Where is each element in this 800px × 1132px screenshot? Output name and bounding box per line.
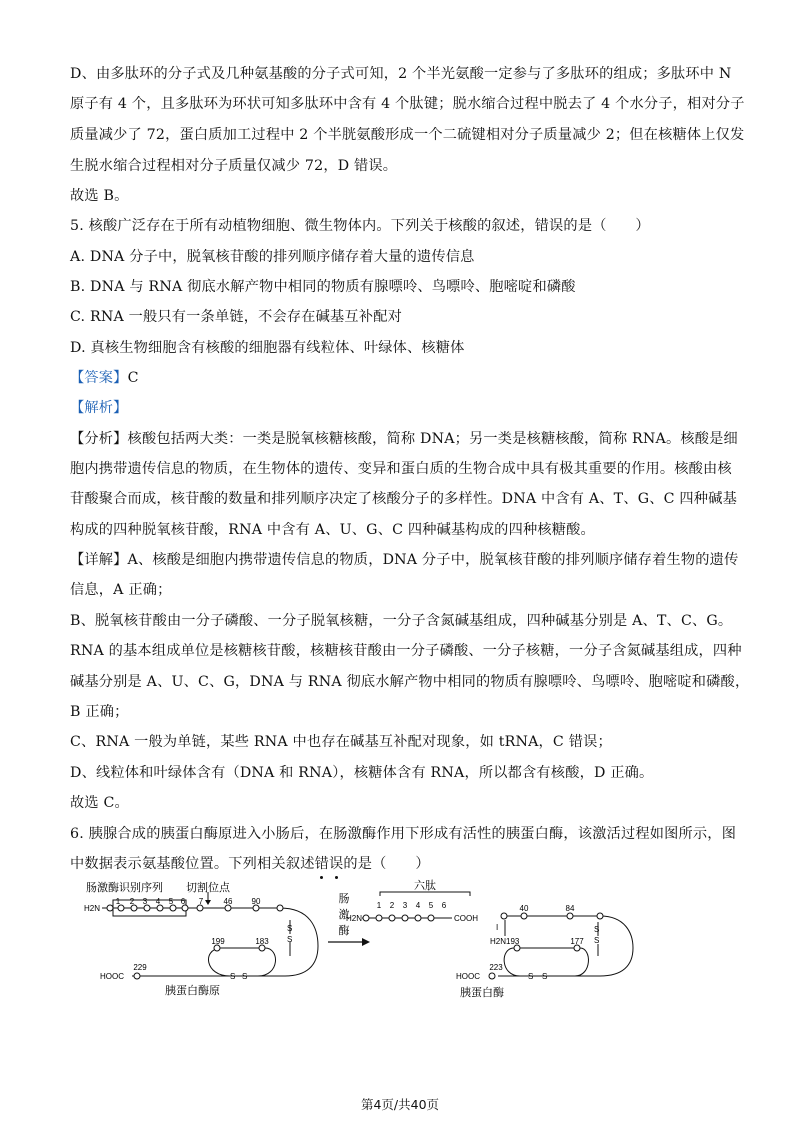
sulfur-label: S — [242, 972, 248, 981]
analysis-line: D、线粒体和叶绿体含有（DNA 和 RNA），核糖体含有 RNA，所以都含有核酸，D 正确。 — [70, 765, 654, 781]
analysis-line: B、脱氧核苷酸由一分子磷酸、一分子脱氧核糖，一分子含氮碱基组成，四种碱基分别是 A、T、C、G。 — [70, 613, 733, 629]
residue-number: 7 — [198, 897, 204, 906]
text-line: D、由多肽环的分子式及几种氨基酸的分子式可知，2 个半光氨酸一定参与了多肽环的组成；多肽环中 N — [70, 66, 732, 82]
residue-number: 5 — [428, 901, 434, 910]
cut-site-label: 切割位点 — [186, 881, 230, 894]
residue-number: 46 — [223, 897, 233, 906]
residue-number: 3 — [142, 897, 148, 906]
question-6-stem-1: 6. 胰腺合成的胰蛋白酶原进入小肠后，在肠激酶作用下形成有活性的胰蛋白酶，该激活过程如图所示，图 — [70, 826, 737, 842]
residue-number: 3 — [402, 901, 408, 910]
text-line: 质量减少了 72，蛋白质加工过程中 2 个半胱氨酸形成一个二硫键相对分子质量减少 2；但在核糖体上仅发 — [70, 127, 745, 143]
analysis-line: C、RNA 一般为单链，某些 RNA 中也存在碱基互补配对现象，如 tRNA，C 错误； — [70, 734, 612, 750]
residue-number: 40 — [519, 904, 529, 913]
enterokinase-label: 肠 — [338, 892, 350, 905]
recognition-sequence-label: 肠激酶识别序列 — [86, 881, 163, 894]
residue-number: 229 — [133, 963, 147, 972]
residue-number: 1 — [115, 897, 121, 906]
answer-tag: 【答案】 — [70, 370, 128, 386]
enterokinase-label: 酶 — [338, 924, 350, 937]
residue-number: 199 — [211, 937, 225, 946]
cooh-label: COOH — [454, 914, 478, 923]
residue-number: 90 — [251, 897, 261, 906]
trypsin-caption: 胰蛋白酶 — [460, 986, 504, 998]
analysis-line: 苷酸聚合而成，核苷酸的数量和排列顺序决定了核酸分子的多样性。DNA 中含有 A、T、G、C 四种碱基 — [70, 491, 737, 507]
residue-number: 2 — [389, 901, 395, 910]
sulfur-label: S — [528, 972, 534, 981]
residue-number: 183 — [255, 937, 269, 946]
text-line: 原子有 4 个，且多肽环为环状可知多肽环中含有 4 个肽键；脱水缩合过程中脱去了 4 个水分子，相对分子 — [70, 96, 745, 112]
text-line: 故选 B。 — [70, 188, 129, 204]
analysis-line: 故选 C。 — [70, 795, 129, 811]
analysis-line: 【详解】A、核酸是细胞内携带遗传信息的物质，DNA 分子中，脱氧核苷酸的排列顺序储存着生物的遗传 — [70, 552, 739, 568]
answer-line — [70, 368, 139, 388]
h2n-label: H2N — [490, 937, 507, 946]
option-b: B. DNA 与 RNA 彻底水解产物中相同的物质有腺嘌呤、鸟嘌呤、胞嘧啶和磷酸 — [70, 279, 576, 295]
analysis-line: RNA 的基本组成单位是核糖核苷酸，核糖核苷酸由一分子磷酸、一分子核糖，一分子含氮碱基组成，四种 — [70, 643, 742, 659]
trypsinogen-caption: 胰蛋白酶原 — [165, 984, 220, 997]
hexapeptide-label: 六肽 — [414, 879, 436, 892]
analysis-line: 碱基分别是 A、U、C、G，DNA 与 RNA 彻底水解产物中相同的物质有腺嘌呤、鸟嘌呤、胞嘧啶和磷酸， — [70, 674, 750, 690]
question-5-stem: 5. 核酸广泛存在于所有动植物细胞、微生物体内。下列关于核酸的叙述，错误的是（ ） — [70, 218, 650, 234]
c-terminus-label: HOOC — [100, 972, 124, 981]
sulfur-label: S — [542, 972, 548, 981]
analysis-line: 【分析】核酸包括两大类：一类是脱氧核糖核酸，简称 DNA；另一类是核糖核酸，简称 RNA。核酸是细 — [70, 431, 738, 447]
residue-number: 193 — [506, 937, 520, 946]
analysis-tag: 【解析】 — [70, 400, 128, 416]
residue-number: 84 — [565, 904, 575, 913]
sulfur-label: S — [594, 925, 600, 934]
q6-text: 的是（ ） — [343, 856, 430, 872]
n-terminus-label: H2N — [84, 904, 101, 913]
residue-number: 4 — [155, 897, 161, 906]
residue-number: 2 — [129, 897, 135, 906]
residue-number: 4 — [415, 901, 421, 910]
sulfur-label: S — [287, 935, 293, 944]
text-line: 生脱水缩合过程相对分子质量仅减少 72，D 错误。 — [70, 158, 398, 174]
residue-number: 177 — [570, 937, 584, 946]
emphasis-char: 错 — [314, 856, 329, 872]
residue-number: 6 — [180, 897, 186, 906]
q6-text: 中数据表示氨基酸位置。下列相关叙述 — [70, 856, 315, 872]
i-label: I — [496, 923, 499, 932]
emphasis-char: 误 — [328, 856, 344, 872]
answer-value: C — [127, 370, 139, 386]
question-6-stem-2 — [70, 854, 430, 874]
option-c: C. RNA 一般只有一条单链，不会存在碱基互补配对 — [70, 309, 402, 325]
analysis-line: 构成的四种脱氧核苷酸，RNA 中含有 A、U、G、C 四种碱基构成的四种核糖酸。 — [70, 522, 595, 538]
residue-number: 6 — [441, 901, 447, 910]
analysis-line: B 正确； — [70, 704, 129, 720]
sulfur-label: S — [594, 936, 600, 945]
residue-number: 1 — [376, 901, 382, 910]
sulfur-label: S — [287, 924, 293, 933]
enterokinase-label: 激 — [338, 908, 350, 921]
analysis-line: 胞内携带遗传信息的物质，在生物体的遗传、变异和蛋白质的生物合成中具有极其重要的作用。核酸由核 — [70, 461, 732, 477]
analysis-tag-line — [70, 398, 128, 418]
trypsinogen-activation-diagram — [80, 878, 700, 998]
c-terminus-label: HOOC — [456, 972, 480, 981]
sulfur-label: S — [230, 972, 236, 981]
residue-number: 223 — [489, 963, 503, 972]
option-d: D. 真核生物细胞含有核酸的细胞器有线粒体、叶绿体、核糖体 — [70, 340, 465, 356]
page-footer: 第4页/共40页 — [360, 1097, 440, 1112]
n-terminus-label: H2N — [346, 914, 363, 923]
option-a: A. DNA 分子中，脱氧核苷酸的排列顺序储存着大量的遗传信息 — [70, 249, 475, 265]
analysis-line: 信息，A 正确； — [70, 582, 172, 598]
residue-number: 5 — [168, 897, 174, 906]
